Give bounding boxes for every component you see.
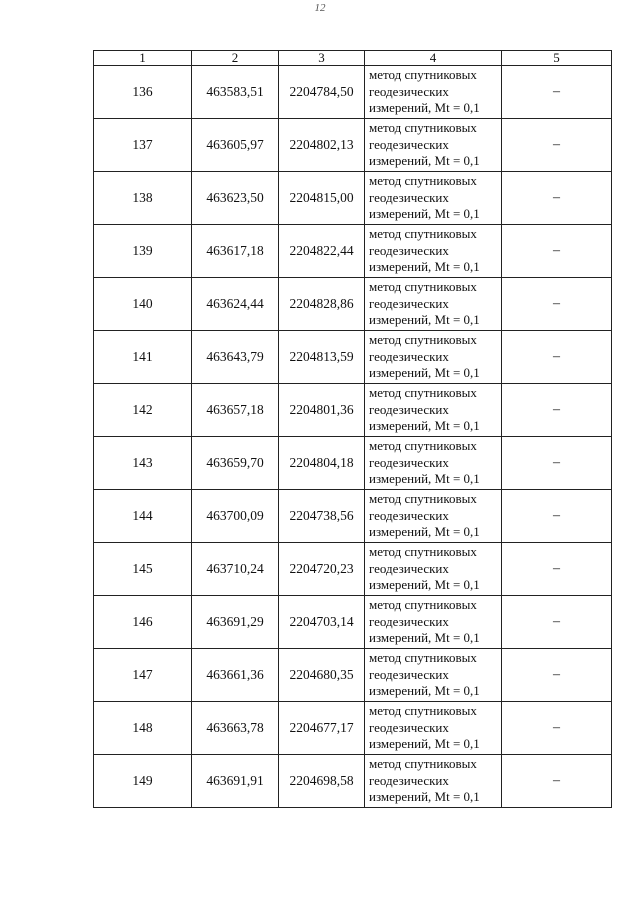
method-line-2: геодезических xyxy=(369,719,449,735)
table-row xyxy=(94,543,612,596)
coordinate-x: 463700,09 xyxy=(192,490,279,543)
point-number: 141 xyxy=(94,331,192,384)
coordinate-x: 463617,18 xyxy=(192,225,279,278)
coordinate-x: 463657,18 xyxy=(192,384,279,437)
coordinate-y: 2204813,59 xyxy=(279,331,365,384)
method-line-1: метод спутниковых xyxy=(369,279,477,295)
method-cell xyxy=(365,66,502,119)
table-row xyxy=(94,702,612,755)
table-header xyxy=(94,51,612,66)
coordinate-y: 2204801,36 xyxy=(279,384,365,437)
table-body xyxy=(94,66,612,808)
header-col-3: 3 xyxy=(279,51,365,66)
coordinate-x: 463624,44 xyxy=(192,278,279,331)
method-line-3: измерений, Mt = 0,1 xyxy=(369,789,480,805)
coordinate-y: 2204802,13 xyxy=(279,119,365,172)
table-row xyxy=(94,278,612,331)
point-number: 139 xyxy=(94,225,192,278)
description-cell: – xyxy=(502,649,612,702)
coordinate-x: 463691,91 xyxy=(192,755,279,808)
table-row xyxy=(94,649,612,702)
method-line-3: измерений, Mt = 0,1 xyxy=(369,365,480,381)
method-line-3: измерений, Mt = 0,1 xyxy=(369,206,480,222)
method-line-3: измерений, Mt = 0,1 xyxy=(369,736,480,752)
method-line-3: измерений, Mt = 0,1 xyxy=(369,577,480,593)
method-cell xyxy=(365,702,502,755)
description-cell: – xyxy=(502,278,612,331)
method-line-2: геодезических xyxy=(369,189,449,205)
method-line-3: измерений, Mt = 0,1 xyxy=(369,524,480,540)
method-line-2: геодезических xyxy=(369,613,449,629)
coordinate-x: 463605,97 xyxy=(192,119,279,172)
point-number: 137 xyxy=(94,119,192,172)
method-line-2: геодезических xyxy=(369,348,449,364)
method-line-3: измерений, Mt = 0,1 xyxy=(369,683,480,699)
method-line-3: измерений, Mt = 0,1 xyxy=(369,630,480,646)
table-row xyxy=(94,119,612,172)
description-cell: – xyxy=(502,119,612,172)
table-row xyxy=(94,225,612,278)
method-line-3: измерений, Mt = 0,1 xyxy=(369,418,480,434)
coordinate-y: 2204784,50 xyxy=(279,66,365,119)
method-line-3: измерений, Mt = 0,1 xyxy=(369,100,480,116)
method-line-3: измерений, Mt = 0,1 xyxy=(369,312,480,328)
description-cell: – xyxy=(502,596,612,649)
method-cell xyxy=(365,437,502,490)
header-col-1: 1 xyxy=(94,51,192,66)
coordinate-x: 463663,78 xyxy=(192,702,279,755)
method-line-2: геодезических xyxy=(369,772,449,788)
method-line-2: геодезических xyxy=(369,560,449,576)
method-line-2: геодезических xyxy=(369,507,449,523)
method-cell xyxy=(365,755,502,808)
method-cell xyxy=(365,119,502,172)
method-cell xyxy=(365,278,502,331)
coordinate-y: 2204677,17 xyxy=(279,702,365,755)
method-line-1: метод спутниковых xyxy=(369,756,477,772)
method-cell xyxy=(365,172,502,225)
coordinate-x: 463691,29 xyxy=(192,596,279,649)
table-row xyxy=(94,437,612,490)
table-row xyxy=(94,490,612,543)
coordinate-y: 2204698,58 xyxy=(279,755,365,808)
table-row xyxy=(94,384,612,437)
method-cell xyxy=(365,596,502,649)
method-line-2: геодезических xyxy=(369,295,449,311)
coordinate-x: 463643,79 xyxy=(192,331,279,384)
description-cell: – xyxy=(502,66,612,119)
point-number: 140 xyxy=(94,278,192,331)
method-line-2: геодезических xyxy=(369,242,449,258)
description-cell: – xyxy=(502,437,612,490)
point-number: 147 xyxy=(94,649,192,702)
description-cell: – xyxy=(502,702,612,755)
coordinate-y: 2204703,14 xyxy=(279,596,365,649)
description-cell: – xyxy=(502,384,612,437)
header-col-4: 4 xyxy=(365,51,502,66)
point-number: 142 xyxy=(94,384,192,437)
method-cell xyxy=(365,543,502,596)
header-col-5: 5 xyxy=(502,51,612,66)
method-cell xyxy=(365,225,502,278)
method-line-3: измерений, Mt = 0,1 xyxy=(369,471,480,487)
description-cell: – xyxy=(502,490,612,543)
coordinate-y: 2204680,35 xyxy=(279,649,365,702)
method-line-1: метод спутниковых xyxy=(369,120,477,136)
method-line-1: метод спутниковых xyxy=(369,438,477,454)
description-cell: – xyxy=(502,331,612,384)
method-cell xyxy=(365,490,502,543)
method-line-1: метод спутниковых xyxy=(369,67,477,83)
description-cell: – xyxy=(502,225,612,278)
coordinate-x: 463710,24 xyxy=(192,543,279,596)
coordinate-y: 2204804,18 xyxy=(279,437,365,490)
method-line-1: метод спутниковых xyxy=(369,385,477,401)
coordinate-y: 2204815,00 xyxy=(279,172,365,225)
coordinate-x: 463661,36 xyxy=(192,649,279,702)
header-col-2: 2 xyxy=(192,51,279,66)
point-number: 146 xyxy=(94,596,192,649)
table-row xyxy=(94,755,612,808)
coordinate-x: 463583,51 xyxy=(192,66,279,119)
point-number: 145 xyxy=(94,543,192,596)
description-cell: – xyxy=(502,172,612,225)
point-number: 149 xyxy=(94,755,192,808)
method-line-1: метод спутниковых xyxy=(369,173,477,189)
page-number: 12 xyxy=(314,2,326,14)
point-number: 138 xyxy=(94,172,192,225)
method-line-2: геодезических xyxy=(369,666,449,682)
method-line-1: метод спутниковых xyxy=(369,226,477,242)
description-cell: – xyxy=(502,755,612,808)
table-row xyxy=(94,172,612,225)
method-line-1: метод спутниковых xyxy=(369,491,477,507)
coordinates-table xyxy=(93,50,612,808)
method-line-2: геодезических xyxy=(369,136,449,152)
method-cell xyxy=(365,331,502,384)
coordinate-y: 2204720,23 xyxy=(279,543,365,596)
method-line-1: метод спутниковых xyxy=(369,650,477,666)
coordinate-y: 2204828,86 xyxy=(279,278,365,331)
method-line-2: геодезических xyxy=(369,454,449,470)
point-number: 148 xyxy=(94,702,192,755)
table-row xyxy=(94,66,612,119)
point-number: 136 xyxy=(94,66,192,119)
method-cell xyxy=(365,384,502,437)
table-row xyxy=(94,331,612,384)
description-cell: – xyxy=(502,543,612,596)
method-line-1: метод спутниковых xyxy=(369,332,477,348)
method-cell xyxy=(365,649,502,702)
coordinate-y: 2204738,56 xyxy=(279,490,365,543)
coordinate-y: 2204822,44 xyxy=(279,225,365,278)
method-line-1: метод спутниковых xyxy=(369,597,477,613)
method-line-2: геодезических xyxy=(369,401,449,417)
method-line-2: геодезических xyxy=(369,83,449,99)
coordinate-x: 463623,50 xyxy=(192,172,279,225)
method-line-3: измерений, Mt = 0,1 xyxy=(369,153,480,169)
point-number: 143 xyxy=(94,437,192,490)
method-line-1: метод спутниковых xyxy=(369,703,477,719)
method-line-1: метод спутниковых xyxy=(369,544,477,560)
method-line-3: измерений, Mt = 0,1 xyxy=(369,259,480,275)
table-row xyxy=(94,596,612,649)
header-row xyxy=(94,51,612,66)
coordinate-x: 463659,70 xyxy=(192,437,279,490)
point-number: 144 xyxy=(94,490,192,543)
